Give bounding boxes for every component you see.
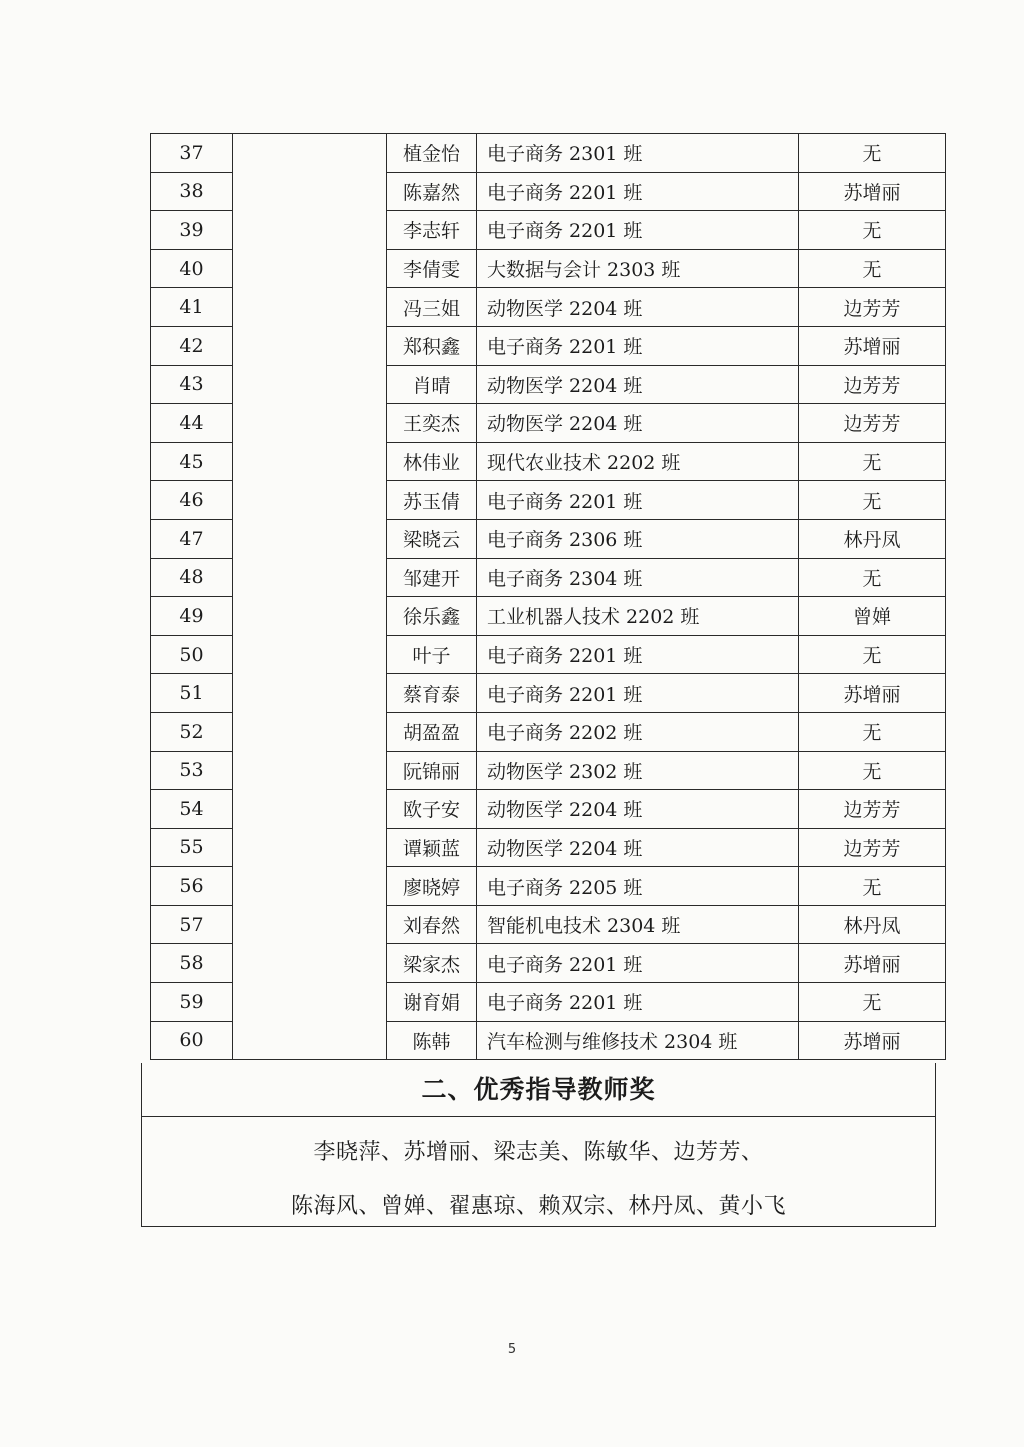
award-section-title: 二、优秀指导教师奖 [142, 1063, 935, 1117]
advisor-name: 边芳芳 [799, 288, 946, 327]
student-name: 徐乐鑫 [387, 597, 477, 636]
row-number: 59 [151, 983, 233, 1022]
advisor-name: 林丹凤 [799, 519, 946, 558]
class-name: 大数据与会计 2303 班 [477, 249, 799, 288]
student-name: 植金怡 [387, 134, 477, 173]
class-name: 电子商务 2201 班 [477, 983, 799, 1022]
table-row [151, 674, 946, 713]
class-name: 现代农业技术 2202 班 [477, 442, 799, 481]
student-name: 王奕杰 [387, 404, 477, 443]
table-row [151, 519, 946, 558]
class-name: 智能机电技术 2304 班 [477, 905, 799, 944]
row-number: 48 [151, 558, 233, 597]
award-category-cell [233, 1021, 387, 1060]
award-category-cell [233, 365, 387, 404]
student-name: 阮锦丽 [387, 751, 477, 790]
advisor-name: 边芳芳 [799, 404, 946, 443]
table-row [151, 365, 946, 404]
table-row [151, 249, 946, 288]
award-category-cell [233, 249, 387, 288]
student-name: 林伟业 [387, 442, 477, 481]
row-number: 56 [151, 867, 233, 906]
table-row [151, 983, 946, 1022]
award-category-cell [233, 635, 387, 674]
row-number: 43 [151, 365, 233, 404]
award-category-cell [233, 404, 387, 443]
award-category-cell [233, 558, 387, 597]
class-name: 工业机器人技术 2202 班 [477, 597, 799, 636]
student-name: 邹建开 [387, 558, 477, 597]
class-name: 电子商务 2205 班 [477, 867, 799, 906]
row-number: 40 [151, 249, 233, 288]
award-category-cell [233, 134, 387, 173]
student-name: 胡盈盈 [387, 712, 477, 751]
class-name: 动物医学 2204 班 [477, 828, 799, 867]
advisor-name: 边芳芳 [799, 365, 946, 404]
class-name: 动物医学 2204 班 [477, 790, 799, 829]
row-number: 55 [151, 828, 233, 867]
table-row [151, 828, 946, 867]
page-number: 5 [507, 1342, 517, 1357]
class-name: 动物医学 2204 班 [477, 288, 799, 327]
table-row [151, 288, 946, 327]
class-name: 电子商务 2201 班 [477, 172, 799, 211]
award-category-cell [233, 712, 387, 751]
advisor-name: 无 [799, 134, 946, 173]
class-name: 汽车检测与维修技术 2304 班 [477, 1021, 799, 1060]
row-number: 57 [151, 905, 233, 944]
table-row [151, 867, 946, 906]
table-row [151, 751, 946, 790]
award-category-cell [233, 288, 387, 327]
student-name: 苏玉倩 [387, 481, 477, 520]
class-name: 电子商务 2304 班 [477, 558, 799, 597]
advisor-name: 苏增丽 [799, 1021, 946, 1060]
table-row [151, 790, 946, 829]
table-row [151, 944, 946, 983]
row-number: 50 [151, 635, 233, 674]
advisor-name: 苏增丽 [799, 944, 946, 983]
class-name: 动物医学 2302 班 [477, 751, 799, 790]
outstanding-advisor-award-section [141, 1063, 936, 1227]
row-number: 60 [151, 1021, 233, 1060]
student-name: 刘春然 [387, 905, 477, 944]
advisor-name: 无 [799, 983, 946, 1022]
advisor-name: 林丹凤 [799, 905, 946, 944]
advisor-name: 无 [799, 481, 946, 520]
class-name: 电子商务 2306 班 [477, 519, 799, 558]
table-row [151, 404, 946, 443]
student-name: 陈嘉然 [387, 172, 477, 211]
advisor-name: 无 [799, 867, 946, 906]
row-number: 49 [151, 597, 233, 636]
table-row [151, 597, 946, 636]
student-name: 谭颖蓝 [387, 828, 477, 867]
row-number: 37 [151, 134, 233, 173]
table-row [151, 442, 946, 481]
row-number: 46 [151, 481, 233, 520]
student-name: 冯三姐 [387, 288, 477, 327]
row-number: 47 [151, 519, 233, 558]
table-row [151, 326, 946, 365]
table-row [151, 1021, 946, 1060]
award-category-cell [233, 983, 387, 1022]
table-row [151, 712, 946, 751]
roster-body [151, 134, 946, 1060]
table-row [151, 558, 946, 597]
advisor-name: 无 [799, 751, 946, 790]
award-category-cell [233, 751, 387, 790]
award-category-cell [233, 442, 387, 481]
award-category-cell [233, 828, 387, 867]
advisor-name: 曾婵 [799, 597, 946, 636]
class-name: 动物医学 2204 班 [477, 365, 799, 404]
student-name: 谢育娟 [387, 983, 477, 1022]
student-name: 李倩雯 [387, 249, 477, 288]
row-number: 58 [151, 944, 233, 983]
row-number: 38 [151, 172, 233, 211]
advisor-name: 苏增丽 [799, 172, 946, 211]
row-number: 51 [151, 674, 233, 713]
advisor-name: 苏增丽 [799, 674, 946, 713]
class-name: 电子商务 2201 班 [477, 211, 799, 250]
advisor-name: 苏增丽 [799, 326, 946, 365]
student-name: 陈韩 [387, 1021, 477, 1060]
award-category-cell [233, 172, 387, 211]
award-category-cell [233, 944, 387, 983]
award-category-cell [233, 597, 387, 636]
student-name: 廖晓婷 [387, 867, 477, 906]
row-number: 52 [151, 712, 233, 751]
class-name: 电子商务 2202 班 [477, 712, 799, 751]
award-category-cell [233, 674, 387, 713]
award-category-cell [233, 211, 387, 250]
advisor-name: 无 [799, 558, 946, 597]
student-name: 欧子安 [387, 790, 477, 829]
table-row [151, 211, 946, 250]
class-name: 电子商务 2201 班 [477, 481, 799, 520]
student-name: 梁家杰 [387, 944, 477, 983]
student-name: 梁晓云 [387, 519, 477, 558]
advisor-name: 无 [799, 442, 946, 481]
table-row [151, 481, 946, 520]
student-name: 蔡育泰 [387, 674, 477, 713]
class-name: 电子商务 2201 班 [477, 635, 799, 674]
award-category-cell [233, 905, 387, 944]
table-row [151, 134, 946, 173]
table-row [151, 905, 946, 944]
award-category-cell [233, 867, 387, 906]
student-name: 叶子 [387, 635, 477, 674]
table-row [151, 635, 946, 674]
class-name: 电子商务 2201 班 [477, 944, 799, 983]
row-number: 42 [151, 326, 233, 365]
advisor-name: 无 [799, 249, 946, 288]
advisor-name: 无 [799, 635, 946, 674]
advisor-name: 边芳芳 [799, 790, 946, 829]
row-number: 41 [151, 288, 233, 327]
advisor-name: 边芳芳 [799, 828, 946, 867]
row-number: 39 [151, 211, 233, 250]
advisor-name: 无 [799, 712, 946, 751]
student-name: 肖晴 [387, 365, 477, 404]
award-category-cell [233, 326, 387, 365]
award-category-cell [233, 519, 387, 558]
award-category-cell [233, 481, 387, 520]
student-name: 李志轩 [387, 211, 477, 250]
row-number: 54 [151, 790, 233, 829]
class-name: 电子商务 2201 班 [477, 674, 799, 713]
table-row [151, 172, 946, 211]
student-roster-table [150, 133, 946, 1060]
award-winners-line-2: 陈海风、曾婵、翟惠琼、赖双宗、林丹凤、黄小飞 [290, 1194, 786, 1219]
class-name: 动物医学 2204 班 [477, 404, 799, 443]
class-name: 电子商务 2301 班 [477, 134, 799, 173]
row-number: 45 [151, 442, 233, 481]
advisor-name: 无 [799, 211, 946, 250]
award-category-cell [233, 790, 387, 829]
class-name: 电子商务 2201 班 [477, 326, 799, 365]
row-number: 44 [151, 404, 233, 443]
student-name: 郑积鑫 [387, 326, 477, 365]
award-winners-line-1: 李晓萍、苏增丽、梁志美、陈敏华、边芳芳、 [313, 1140, 764, 1165]
row-number: 53 [151, 751, 233, 790]
